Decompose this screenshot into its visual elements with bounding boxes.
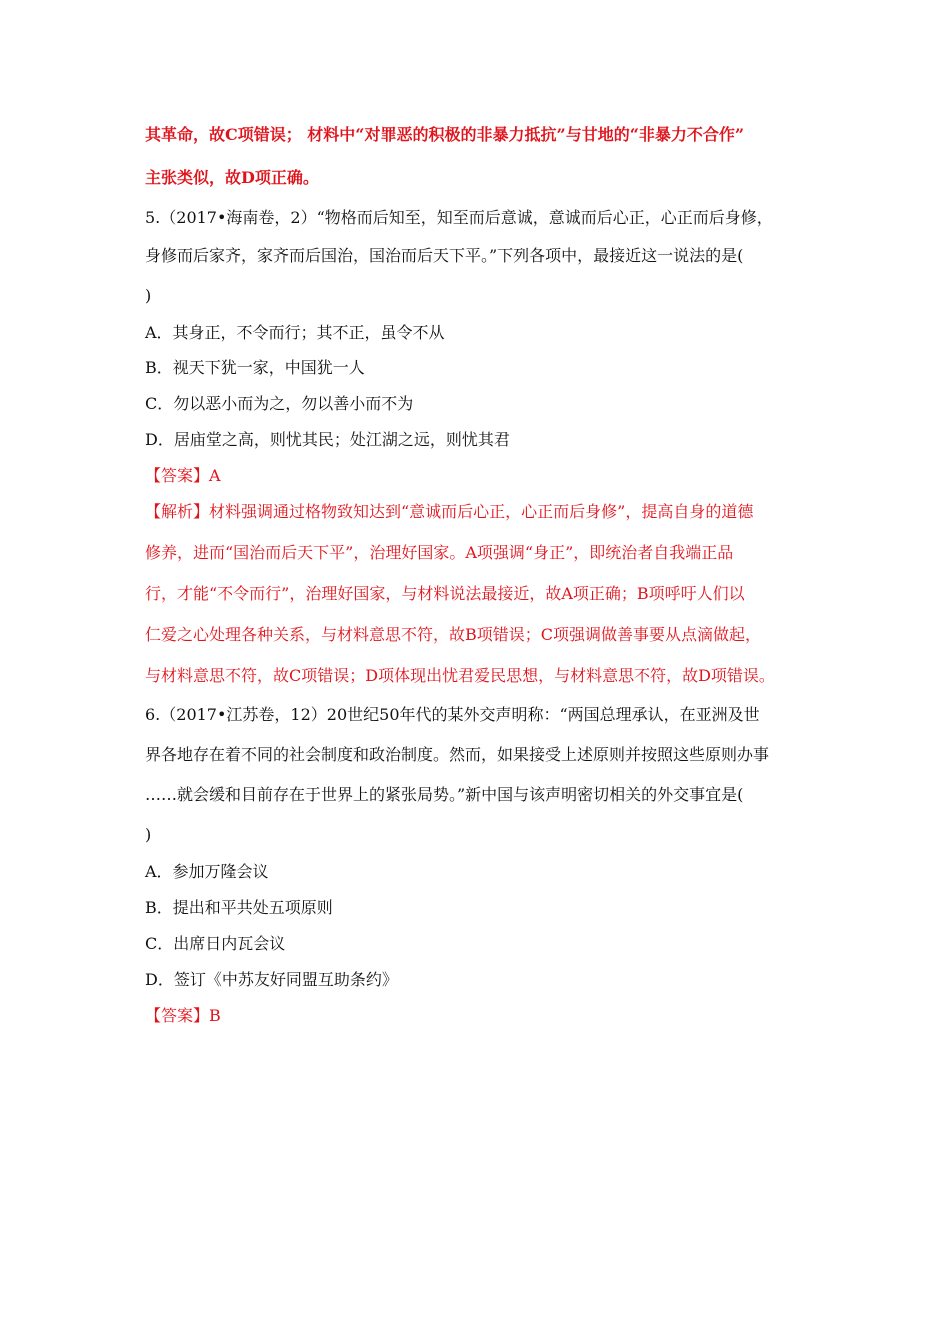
- question-5-stem: 5.（2017•海南卷，2）“物格而后知至，知至而后意诚，意诚而后心正，心正而后身修，: [145, 208, 773, 227]
- question-5-analysis: 【解析】材料强调通过格物致知达到“意诚而后心正，心正而后身修”，提高自身的道德: [145, 502, 754, 521]
- question-6-stem: ……就会缓和目前存在于世界上的紧张局势。”新中国与该声明密切相关的外交事宜是(: [145, 785, 744, 804]
- question-5-option-d: D．居庙堂之高，则忧其民；处江湖之远，则忧其君: [145, 430, 510, 449]
- question-5-stem: 身修而后家齐，家齐而后国治，国治而后天下平。”下列各项中，最接近这一说法的是(: [145, 246, 744, 265]
- question-5-option-b: B．视天下犹一家，中国犹一人: [145, 358, 365, 377]
- question-5-stem: ): [145, 286, 152, 305]
- question-5-answer: 【答案】A: [145, 466, 221, 485]
- question-6-stem: 界各地存在着不同的社会制度和政治制度。然而，如果接受上述原则并按照这些原则办事: [145, 745, 770, 764]
- question-6-answer: 【答案】B: [145, 1006, 221, 1025]
- question-5-analysis: 修养，进而“国治而后天下平”，治理好国家。A项强调“身正”，即统治者自我端正品: [145, 543, 734, 562]
- question-6-option-d: D．签订《中苏友好同盟互助条约》: [145, 970, 398, 989]
- question-6-option-b: B．提出和平共处五项原则: [145, 898, 333, 917]
- analysis-text-line: 其革命，故C项错误； 材料中“对罪恶的积极的非暴力抵抗”与甘地的“非暴力不合作”: [145, 125, 745, 144]
- question-6-stem: 6.（2017•江苏卷，12）20世纪50年代的某外交声明称：“两国总理承认，在亚洲及世: [145, 705, 760, 724]
- analysis-text-line: 主张类似，故D项正确。: [145, 168, 319, 187]
- question-6-option-a: A．参加万隆会议: [145, 862, 269, 881]
- question-5-option-a: A．其身正，不令而行；其不正，虽令不从: [145, 323, 445, 342]
- question-5-analysis: 仁爱之心处理各种关系，与材料意思不符，故B项错误；C项强调做善事要从点滴做起，: [145, 625, 762, 644]
- question-5-option-c: C．勿以恶小而为之，勿以善小而不为: [145, 394, 414, 413]
- question-6-option-c: C．出席日内瓦会议: [145, 934, 286, 953]
- question-5-analysis: 与材料意思不符，故C项错误；D项体现出忧君爱民思想，与材料意思不符，故D项错误。: [145, 666, 775, 685]
- question-6-stem: ): [145, 825, 152, 844]
- question-5-analysis: 行，才能“不令而行”，治理好国家，与材料说法最接近，故A项正确；B项呼吁人们以: [145, 584, 745, 603]
